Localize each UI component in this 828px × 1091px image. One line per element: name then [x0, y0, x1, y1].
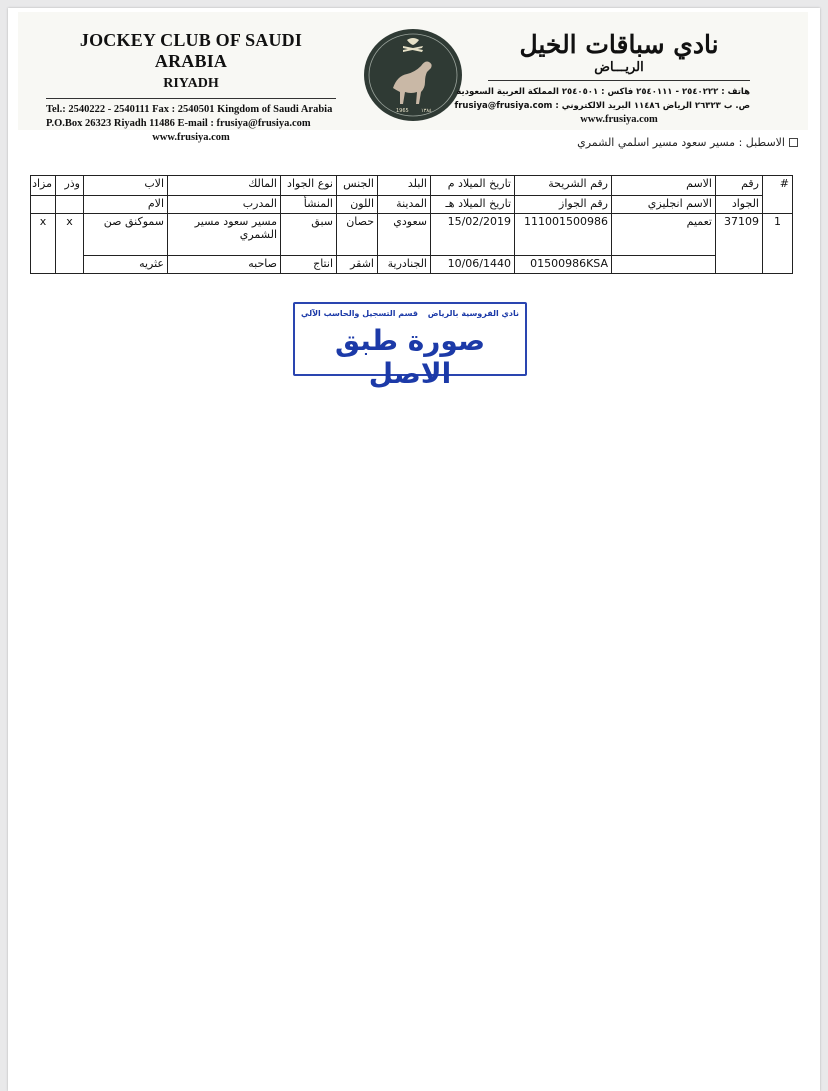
stamp-text: صورة طبق الاصل	[334, 324, 486, 390]
city-english: RIYADH	[163, 76, 219, 91]
website-arabic: www.frusiya.com	[580, 114, 658, 125]
letterhead-english	[46, 30, 336, 144]
header-birth-hijri: تاريخ الميلاد هـ	[431, 196, 515, 214]
checkbox-icon	[789, 138, 798, 147]
cell-trainer: صاحبه	[168, 256, 281, 274]
contact-line-arabic-2: ص. ب ٢٦٣٢٣ الرياض ١١٤٨٦ البريد الالكتروني : frusiya@frusiya.com	[454, 101, 750, 111]
stamp-org: نادي الفروسية بالرياض	[427, 309, 519, 318]
header-row-1	[31, 176, 793, 196]
city-arabic: الريـــاض	[594, 60, 644, 75]
table-row	[31, 214, 793, 256]
cell-dam: عثريه	[84, 256, 168, 274]
header-chip: رقم الشريحة	[515, 176, 612, 196]
cell-wathr: x	[56, 214, 84, 274]
cell-index: 1	[763, 214, 793, 274]
header-auction: مزاد	[31, 176, 56, 196]
header-horse-type: نوع الجواد	[281, 176, 337, 196]
cell-birth-gregorian: 15/02/2019	[431, 214, 515, 256]
document-page	[8, 8, 820, 1091]
cell-owner: مسير سعود مسير الشمري	[168, 214, 281, 256]
cell-chip: 111001500986	[515, 214, 612, 256]
logo-year-right: ١٣٨٤	[421, 108, 432, 114]
divider	[488, 80, 750, 81]
header-sex: الجنس	[337, 176, 378, 196]
header-country: البلد	[378, 176, 431, 196]
letterhead-arabic	[454, 30, 750, 126]
cell-name: تعميم	[612, 214, 716, 256]
website-english: www.frusiya.com	[152, 132, 230, 143]
header-name-english: الاسم انجليزي	[612, 196, 716, 214]
table-row	[31, 256, 793, 274]
header-city: المدينة	[378, 196, 431, 214]
header-birth-gregorian: تاريخ الميلاد م	[431, 176, 515, 196]
cell-sex: حصان	[337, 214, 378, 256]
divider	[46, 98, 336, 99]
header-empty	[31, 196, 56, 214]
club-logo	[363, 28, 463, 123]
cell-passport: 01500986KSA	[515, 256, 612, 274]
cell-sire: سموكنق صن	[84, 214, 168, 256]
header-origin: المنشأ	[281, 196, 337, 214]
logo-year-left: 1965	[396, 108, 409, 114]
stamp-department: قسم التسجيل والحاسب الآلي	[301, 309, 418, 318]
cell-country: سعودي	[378, 214, 431, 256]
header-dam: الام	[84, 196, 168, 214]
header-name: الاسم	[612, 176, 716, 196]
header-row-2	[31, 196, 793, 214]
cell-auction: x	[31, 214, 56, 274]
header-passport: رقم الجواز	[515, 196, 612, 214]
contact-line-arabic-1: هاتف : ٢٥٤٠٢٢٢ - ٢٥٤٠١١١ فاكس : ٢٥٤٠٥٠١ المملكة العربية السعودية	[456, 87, 750, 97]
header-wathr: وذر	[56, 176, 84, 196]
club-name-arabic: نادي سباقات الخيل	[519, 30, 719, 59]
cell-name-english	[612, 256, 716, 274]
cell-horse-number: 37109	[716, 214, 763, 274]
cell-type: سبق	[281, 214, 337, 256]
header-sire: الاب	[84, 176, 168, 196]
horse-table	[30, 175, 793, 274]
header-index: #	[763, 176, 793, 214]
certified-copy-stamp	[293, 302, 527, 390]
header-empty	[56, 196, 84, 214]
stable-label: الاسطبل : مسير سعود مسير اسلمي الشمري	[577, 136, 785, 149]
header-horse-label: الجواد	[716, 196, 763, 214]
header-trainer: المدرب	[168, 196, 281, 214]
contact-line-english-1: Tel.: 2540222 - 2540111 Fax : 2540501 Kingdom of Saudi Arabia	[46, 104, 333, 115]
club-name-english: JOCKEY CLUB OF SAUDI ARABIA	[79, 30, 303, 71]
header-color: اللون	[337, 196, 378, 214]
contact-line-english-2: P.O.Box 26323 Riyadh 11486 E-mail : frusiya@frusiya.com	[46, 118, 311, 129]
cell-city: الجنادرية	[378, 256, 431, 274]
stamp-header	[301, 309, 519, 318]
header-horse-number: رقم	[716, 176, 763, 196]
header-owner: المالك	[168, 176, 281, 196]
stable-line	[577, 136, 798, 149]
cell-origin: انتاج	[281, 256, 337, 274]
cell-birth-hijri: 10/06/1440	[431, 256, 515, 274]
cell-color: اشقر	[337, 256, 378, 274]
